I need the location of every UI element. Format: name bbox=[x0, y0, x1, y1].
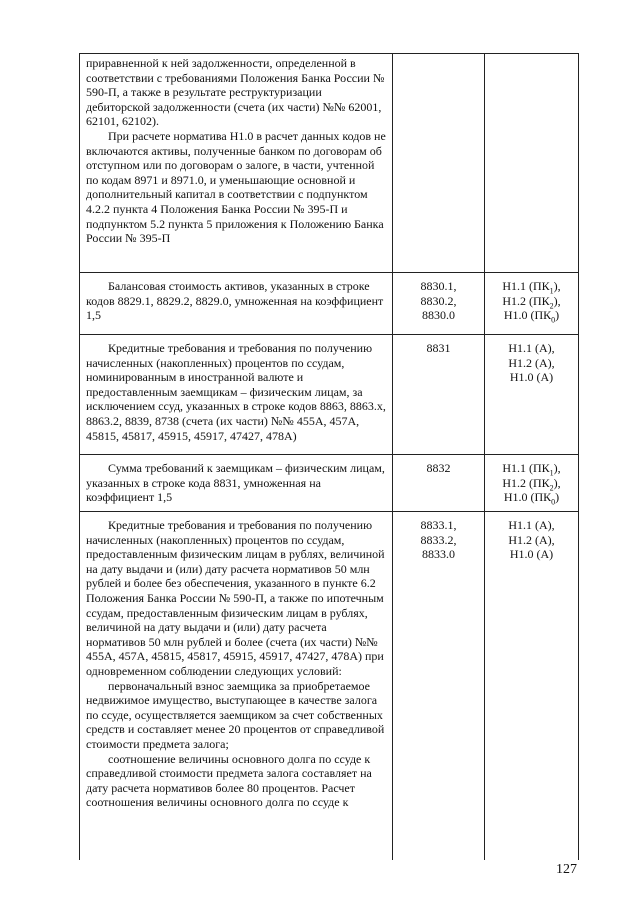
norm-label: Н1.0 (А) bbox=[509, 547, 554, 562]
description-cell bbox=[80, 335, 393, 454]
norm-label: Н1.1 (А), bbox=[508, 341, 555, 355]
norm-cell bbox=[485, 512, 578, 860]
description-cell bbox=[80, 54, 393, 272]
table-row bbox=[80, 335, 578, 455]
norm-cell bbox=[485, 273, 578, 334]
table-row bbox=[80, 273, 578, 335]
norm-label: Н1.2 (А), bbox=[508, 355, 555, 370]
table-row bbox=[80, 54, 578, 273]
code-cell bbox=[393, 512, 485, 860]
row-code: 8832 bbox=[426, 461, 451, 475]
norm-label: Н1.0 $(ПК_0)$ bbox=[503, 490, 560, 507]
norm-label: Н1.0 (А) bbox=[509, 370, 554, 385]
page-number: 127 bbox=[556, 862, 577, 877]
row-code: 8833.1, bbox=[420, 518, 457, 532]
description-paragraph: соотношение величины основного долга по ссуде к справедливой стоимости предмета залога составляет на дату расчета нормативов более 80 процентов. Расчет соотношения величины основного долга по ссуде к bbox=[86, 751, 372, 810]
description-paragraph: первоначальный взнос заемщика за приобретаемое недвижимое имущество, выступающее в качестве залога по ссуде, осуществляется заемщиком за счет собственных средств и составляет менее 20 процентов от справедливой стоимости предмета залога; bbox=[86, 678, 385, 751]
norm-label: Н1.0 $(ПК_0)$ bbox=[503, 308, 560, 325]
table-row bbox=[80, 455, 578, 512]
row-code: 8830.2, bbox=[420, 293, 457, 308]
codes-table bbox=[79, 53, 579, 860]
row-code: 8833.0 bbox=[422, 547, 455, 562]
norm-label: Н1.1 $(ПК_1)$, bbox=[502, 461, 561, 478]
row-code: 8831 bbox=[426, 341, 451, 355]
table-row bbox=[80, 512, 578, 860]
norm-label: Н1.2 (А), bbox=[508, 532, 555, 547]
code-cell bbox=[393, 273, 485, 334]
description-paragraph: Балансовая стоимость активов, указанных в строке кодов 8829.1, 8829.2, 8829.0, умноженная на коэффициент 1,5 bbox=[86, 279, 384, 323]
description-cell bbox=[80, 273, 393, 334]
description-paragraph: При расчете норматива Н1.0 в расчет данных кодов не включаются активы, полученные банком по договорам об отступном или по договорам о залоге, в части, учтенной по кодам 8971 и 8971.0, и уменьшающие основной и дополнительный капитал в соответствии с подпунктом 4.2.2 пункта 4 Положения Банка России № 395-П и подпунктом 5.2 пункта 5 приложения к Положению Банка России № 395-П bbox=[86, 128, 386, 246]
norm-label: Н1.2 $(ПК_2)$, bbox=[502, 293, 561, 310]
row-code: 8830.0 bbox=[422, 308, 455, 323]
norm-cell bbox=[485, 455, 578, 511]
description-paragraph: Сумма требований к заемщикам – физическим лицам, указанных в строке кода 8831, умноженная на коэффициент 1,5 bbox=[86, 461, 385, 505]
code-cell bbox=[393, 335, 485, 454]
norm-label: Н1.1 $(ПК_1)$, bbox=[502, 279, 561, 296]
description-paragraph: приравненной к ней задолженности, определенной в соответствии с требованиями Положения Банка России № 590-П, а также в результате реструктуризации дебиторской задолженности (счета (их части) №№ 62001, 62101, 62102). bbox=[86, 56, 385, 129]
row-code: 8833.2, bbox=[420, 532, 457, 547]
description-paragraph: Кредитные требования и требования по получению начисленных (накопленных) процентов по ссудам, номинированным в иностранной валюте и предоставленным заемщикам – физическим лицам, за исключением ссуд, указанных в строке кодов 8863, 8863.х, 8863.2, 8839, 8738 (счета (их части) №№ 455А, 457А, 45815, 45817, 45915, 45917, 47427, 478А) bbox=[86, 341, 386, 443]
code-cell bbox=[393, 54, 485, 272]
description-cell bbox=[80, 512, 393, 860]
norm-cell bbox=[485, 54, 578, 272]
norm-cell bbox=[485, 335, 578, 454]
norm-label: Н1.2 $(ПК_2)$, bbox=[502, 475, 561, 492]
row-code: 8830.1, bbox=[420, 279, 457, 293]
code-cell bbox=[393, 455, 485, 511]
norm-label: Н1.1 (А), bbox=[508, 518, 555, 532]
description-paragraph: Кредитные требования и требования по получению начисленных (накопленных) процентов по ссудам, предоставленным физическим лицам в рублях, величиной на дату выдачи и (или) дату расчета нормативов 50 млн рублей и более без обеспечения, указанного в пункте 6.2 Положения Банка России № 590-П, а также по ипотечным ссудам, предоставленным физическим лицам в рублях, величиной на дату выдачи и (или) дату расчета нормативов 50 млн рублей и более (счета (их части) №№ 455А, 457А, 45815, 45817, 45915, 45917, 47427, 478А) при одновременном соблюдении следующих условий: bbox=[86, 518, 385, 678]
description-cell bbox=[80, 455, 393, 511]
